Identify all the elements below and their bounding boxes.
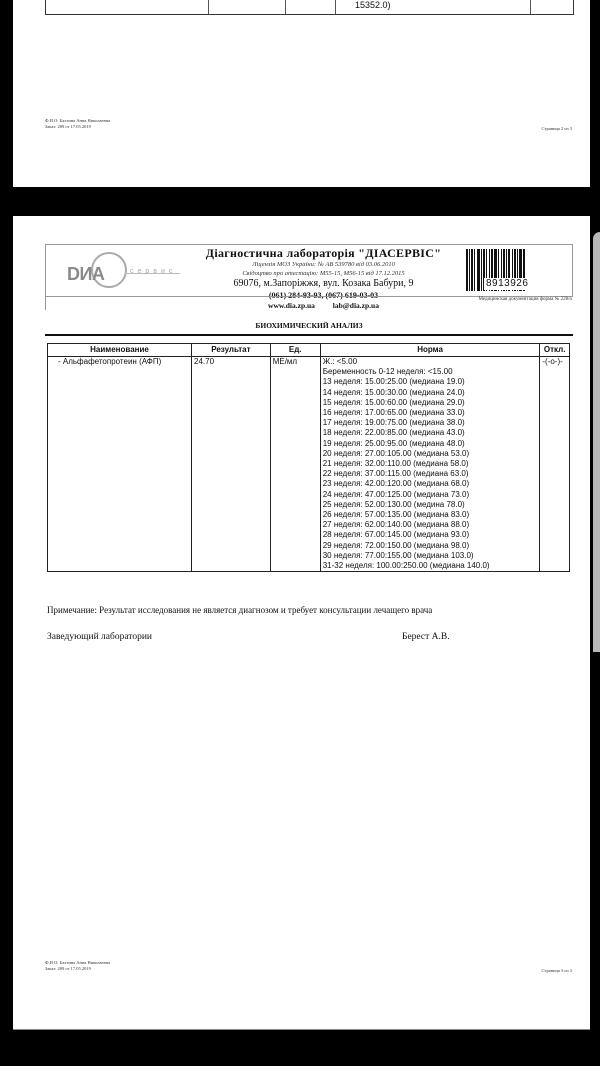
norm-line: 16 неделя: 17.00:65.00 (медиана 33.0)	[322, 408, 465, 418]
dia-service-logo	[55, 252, 180, 292]
footer-order: Заказ: 289 от 17.05.2019	[45, 966, 91, 971]
logo-main-text: DИА	[67, 264, 105, 284]
footer-page-number: Страница 3 из 3	[541, 968, 572, 973]
norm-line: 28 неделя: 67.00:145.00 (медиана 93.0)	[322, 530, 470, 540]
column-header-result: Результат	[192, 344, 271, 357]
norm-line: 14 неделя: 15.00:30.00 (медиана 24.0)	[322, 387, 465, 397]
column-header-name: Наименование	[48, 344, 192, 357]
page-footer-info	[45, 118, 110, 130]
test-result: 24.70	[192, 357, 271, 572]
document-page-3	[13, 216, 590, 1030]
logo-sub-text: сервис	[130, 268, 177, 275]
table-row	[48, 357, 570, 572]
footer-order: Заказ: 289 от 17.05.2019	[45, 124, 91, 129]
document-page-2	[13, 0, 590, 187]
norm-line: 27 неделя: 62.00:140.00 (медиана 88.0)	[322, 520, 470, 530]
table-column-divider	[530, 0, 531, 14]
norm-line: 21 неделя: 32.00:110.00 (медиана 58.0)	[322, 459, 469, 469]
barcode	[466, 249, 540, 291]
analysis-title: БИОХИМИЧЕСКИЙ АНАЛИЗ	[255, 321, 363, 330]
footer-page-number: Страница 2 из 3	[541, 126, 572, 131]
norm-line: 30 неделя: 77.00:155.00 (медиана 103.0)	[322, 550, 474, 560]
norm-line: 25 неделя: 52.00:130.00 (медина 78.0)	[322, 499, 465, 509]
page-footer-info	[45, 960, 110, 972]
table-column-divider	[208, 0, 209, 14]
lab-certificate: Свідоцтво про атестацію: М55-15, М56-15 від 17.12.2015	[242, 270, 405, 277]
side-panel-edge	[593, 232, 600, 652]
column-header-norm: Норма	[320, 344, 540, 357]
footer-executor: Ф.И.О: Бахтина Анна Николаевна	[45, 960, 111, 965]
table-column-divider	[335, 0, 336, 14]
lab-website: www.dia.zp.ua	[268, 301, 315, 310]
norm-line: 24 неделя: 47.00:125.00 (медиана 73.0)	[322, 489, 470, 499]
medical-form-label: Медицинская документация форма № 228/о	[478, 297, 572, 302]
norm-line: 20 неделя: 27.00:105.00 (медиана 53.0)	[322, 448, 470, 458]
table-header-row	[48, 344, 570, 357]
norm-line: Беременность 0-12 неделя: <15.00	[322, 367, 453, 377]
barcode-number: 8913926	[486, 278, 529, 289]
lab-info	[186, 247, 461, 311]
header-border	[572, 244, 573, 296]
test-deviation: -(-o-)-	[540, 357, 570, 572]
previous-results-table-fragment	[45, 0, 574, 15]
lab-contacts	[186, 301, 461, 311]
norm-line: 31-32 неделя: 100.00:250.00 (медиана 140.0)	[322, 561, 490, 571]
norm-line: 23 неделя: 42.00:120.00 (медиана 68.0)	[322, 479, 470, 489]
signature-role: Заведующий лаборатории	[47, 632, 152, 642]
column-header-deviation: Откл.	[540, 344, 570, 357]
test-unit: МЕ/мл	[270, 357, 320, 572]
lab-email: lab@dia.zp.ua	[332, 301, 379, 310]
norm-line: 19 неделя: 25.00:95.00 (медиана 48.0)	[322, 438, 465, 448]
lab-address: 69076, м.Запоріжжя, вул. Козака Бабури, 9	[233, 278, 414, 289]
norm-line: 18 неделя: 22.00:85.00 (медиана 43.0)	[322, 428, 465, 438]
norm-line: 13 неделя: 15.00:25.00 (медиана 19.0)	[322, 377, 465, 387]
lab-license: Ліцензія МОЗ України: № АВ 539780 від 03.06.2010	[252, 261, 395, 268]
table-column-divider	[285, 0, 286, 14]
results-table	[47, 343, 570, 572]
lab-name: Діагностична лабораторія "ДІАСЕРВІС"	[205, 246, 442, 260]
norm-line: 17 неделя: 19.00:75.00 (медиана 38.0)	[322, 418, 465, 428]
norm-line: 15 неделя: 15.00:60.00 (медиана 29.0)	[322, 397, 465, 407]
norm-line: 29 неделя: 72.00:150.00 (медиана 98.0)	[322, 540, 470, 550]
signature-name: Берест А.В.	[402, 632, 450, 642]
disclaimer-note: Примечание: Результат исследования не является диагнозом и требует консультации лечащего врача	[47, 605, 433, 615]
test-name: - Альфафетопротеин (АФП)	[48, 357, 192, 572]
title-rule	[45, 334, 573, 336]
test-norm	[320, 357, 540, 572]
norm-line: 22 неделя: 37.00:115.00 (медиана 63.0)	[322, 469, 469, 479]
norm-line: Ж.: <5.00	[322, 357, 358, 366]
footer-executor: Ф.И.О: Бахтина Анна Николаевна	[45, 118, 111, 123]
norm-cell-fragment: 15352.0)	[355, 0, 391, 10]
column-header-unit: Ед.	[270, 344, 320, 357]
norm-line: 26 неделя: 57.00:135.00 (медиана 83.0)	[322, 510, 470, 520]
